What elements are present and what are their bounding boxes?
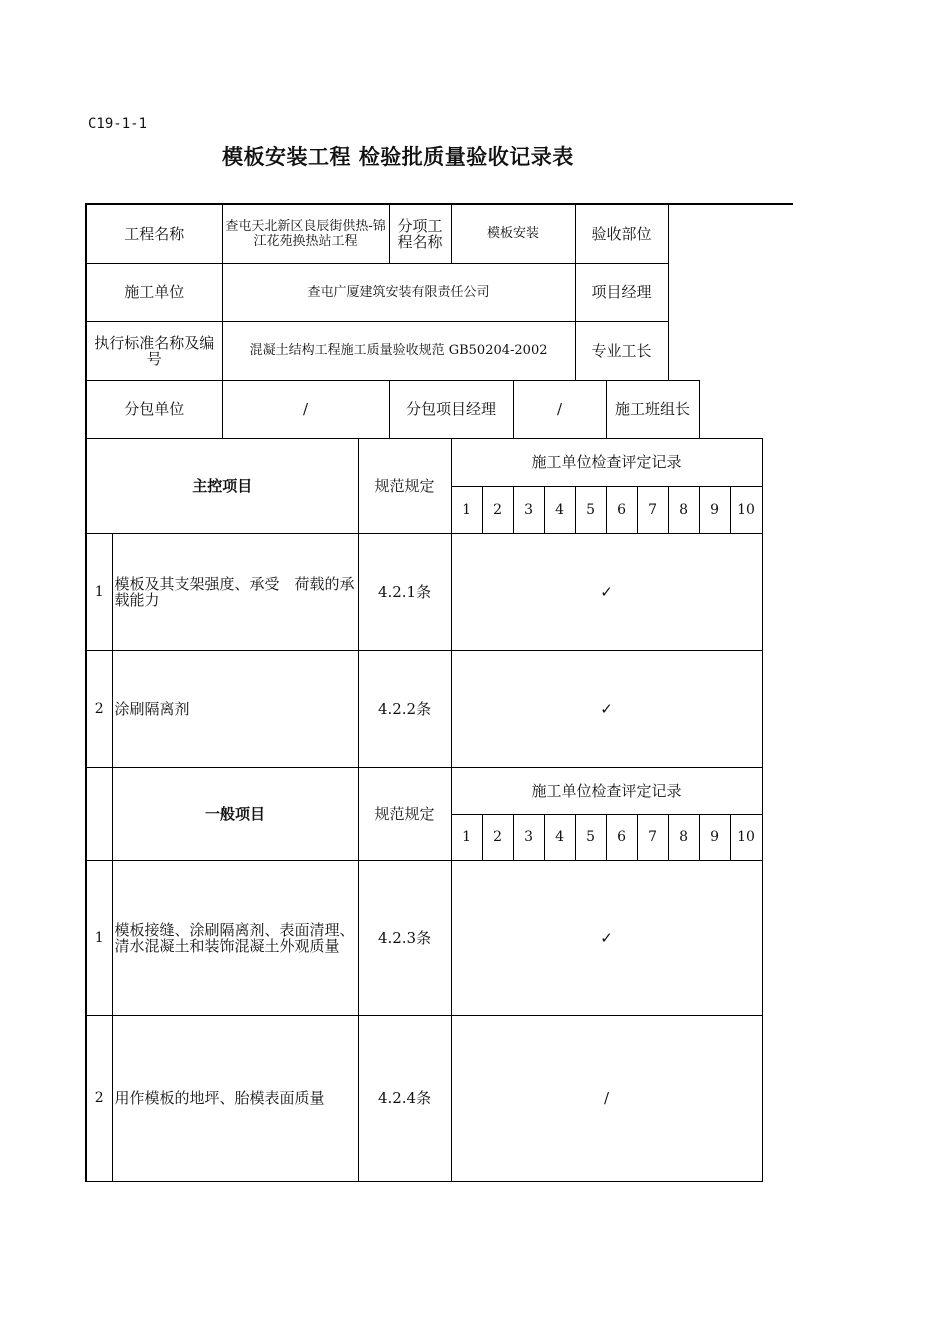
general-spec-header: 规范规定: [358, 767, 451, 860]
standard-value: 混凝土结构工程施工质量验收规范 GB50204-2002: [222, 321, 575, 380]
column-number: 10: [730, 486, 762, 533]
subcontractor-label: 分包单位: [86, 380, 222, 438]
column-number: 4: [544, 486, 575, 533]
column-number: 6: [606, 814, 637, 860]
column-number: 9: [699, 814, 730, 860]
column-number: 2: [482, 814, 513, 860]
inspection-table: [85, 203, 793, 1182]
acceptance-part-label: 验收部位: [575, 204, 668, 263]
column-number: 5: [575, 486, 606, 533]
constructor-value: 查屯广厦建筑安装有限责任公司: [222, 263, 575, 321]
sub-pm-value: /: [513, 380, 606, 438]
sub-project-value: 模板安装: [451, 204, 575, 263]
column-number: 1: [451, 486, 482, 533]
column-number: 9: [699, 486, 730, 533]
blank-cell: [762, 860, 793, 1015]
general-header-row: [86, 767, 793, 814]
foreman-label: 专业工长: [575, 321, 668, 380]
sub-project-label: 分项工程名称: [389, 204, 451, 263]
item-name: 模板接缝、涂刷隔离剂、表面清理、清水混凝土和装饰混凝土外观质量: [112, 860, 358, 1015]
item-result: ✓: [451, 650, 762, 767]
blank-cell: [762, 767, 793, 860]
item-number: 1: [86, 533, 112, 650]
column-number: 5: [575, 814, 606, 860]
column-number: 3: [513, 486, 544, 533]
main-spec-header: 规范规定: [358, 438, 451, 533]
table-row: [86, 650, 793, 767]
column-number: 7: [637, 486, 668, 533]
table-row: [86, 1015, 793, 1181]
page-title: 模板安装工程 检验批质量验收记录表: [222, 145, 574, 169]
row-constructor: [86, 263, 793, 321]
item-spec: 4.2.4条: [358, 1015, 451, 1181]
item-name: 模板及其支架强度、承受 荷载的承载能力: [112, 533, 358, 650]
table-row: [86, 860, 793, 1015]
blank-cell: [668, 204, 793, 263]
subcontractor-value: /: [222, 380, 389, 438]
table-row: [86, 533, 793, 650]
main-record-header: 施工单位检查评定记录: [451, 438, 762, 486]
item-spec: 4.2.2条: [358, 650, 451, 767]
item-number: 2: [86, 1015, 112, 1181]
blank-cell: [762, 650, 793, 767]
item-name: 用作模板的地坪、胎模表面质量: [112, 1015, 358, 1181]
standard-label: 执行标准名称及编号: [86, 321, 222, 380]
blank-cell: [762, 1015, 793, 1181]
blank-cell: [762, 533, 793, 650]
blank-cell: [699, 380, 793, 438]
project-name-label: 工程名称: [86, 204, 222, 263]
team-leader-label: 施工班组长: [606, 380, 699, 438]
item-result: ✓: [451, 860, 762, 1015]
row-subcontractor: [86, 380, 793, 438]
item-number: 1: [86, 860, 112, 1015]
item-spec: 4.2.1条: [358, 533, 451, 650]
column-number: 6: [606, 486, 637, 533]
item-result: ✓: [451, 533, 762, 650]
item-name: 涂刷隔离剂: [112, 650, 358, 767]
blank-cell: [86, 767, 112, 860]
column-number: 8: [668, 814, 699, 860]
item-result: /: [451, 1015, 762, 1181]
item-spec: 4.2.3条: [358, 860, 451, 1015]
column-number: 4: [544, 814, 575, 860]
column-number: 7: [637, 814, 668, 860]
blank-cell: [668, 321, 793, 380]
column-number: 10: [730, 814, 762, 860]
column-number: 3: [513, 814, 544, 860]
blank-cell: [668, 263, 793, 321]
column-number: 1: [451, 814, 482, 860]
blank-cell: [762, 438, 793, 533]
project-name-value: 查屯天北新区良辰街供热-锦江花苑换热站工程: [222, 204, 389, 263]
column-number: 8: [668, 486, 699, 533]
main-control-header: 主控项目: [86, 438, 358, 533]
project-manager-label: 项目经理: [575, 263, 668, 321]
row-project-name: [86, 204, 793, 263]
sub-pm-label: 分包项目经理: [389, 380, 513, 438]
general-header: 一般项目: [112, 767, 358, 860]
column-number: 2: [482, 486, 513, 533]
constructor-label: 施工单位: [86, 263, 222, 321]
general-record-header: 施工单位检查评定记录: [451, 767, 762, 814]
document-code: C19-1-1: [88, 116, 148, 132]
item-number: 2: [86, 650, 112, 767]
row-standard: [86, 321, 793, 380]
main-control-header-row: [86, 438, 793, 486]
